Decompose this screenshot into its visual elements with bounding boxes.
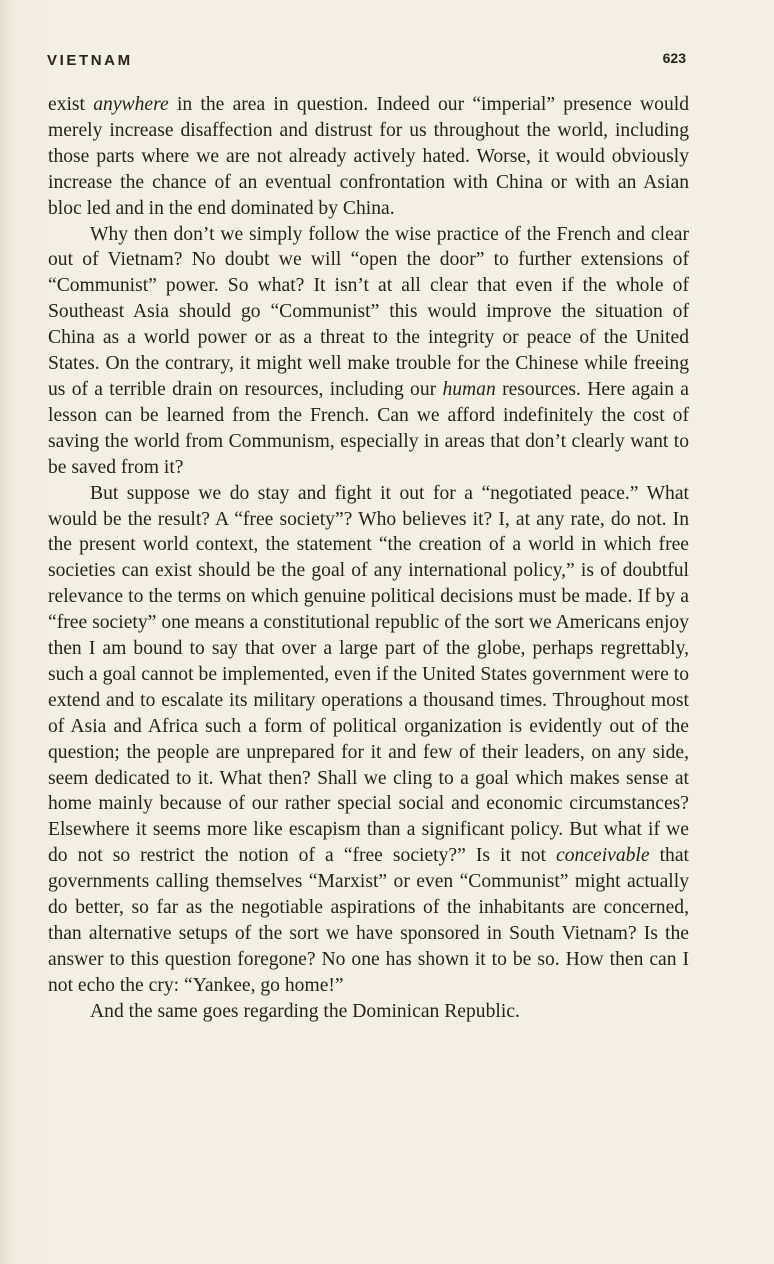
text-span: And the same goes regarding the Dominican Republic. [90, 1000, 520, 1022]
running-head-title: VIETNAM [47, 52, 133, 69]
italic-emphasis: conceivable [556, 845, 650, 867]
paragraph-4 [48, 999, 689, 1025]
text-span: exist [48, 94, 94, 115]
text-span: Why then don’t we simply follow the wise practice of the French and clear out of Vietnam? No doubt we will “open the door” to further extensions of “Communist” power. So what? It isn’t at all clear that even if the whole of Southeast Asia should go “Communist” this would improve the situation of China as a world power or as a threat to the integrity or peace of the United States. On the contrary, it might well make trouble for the Chinese while freeing us of a terrible drain on resources, including our [48, 223, 689, 400]
paragraph-1 [48, 92, 689, 222]
page-number: 623 [662, 50, 686, 66]
italic-emphasis: anywhere [93, 94, 169, 115]
text-span: in the area in question. Indeed our “imperial” presence would merely increase disaffection and distrust for us throughout the world, including those parts where we are not already actively hated. Worse, it would obviously increase the chance of an eventual confrontation with China or with an Asian bloc led and in the end dominated by China. [48, 94, 690, 219]
italic-emphasis: human [442, 378, 496, 400]
text-span: that governments calling themselves “Marxist” or even “Communist” might actually do better, so far as the negotiable aspirations of the inhabitants are concerned, than alternative setups of the sort we have sponsored in South Vietnam? Is the answer to this question foregone? No one has shown it to be so. How then can I not echo the cry: “Yankee, go home!” [48, 845, 689, 996]
paragraph-2 [48, 222, 689, 481]
paragraph-3 [48, 481, 689, 999]
text-span: But suppose we do stay and fight it out for a “negotiated peace.” What would be the result? A “free society”? Who believes it? I, at any rate, do not. In the present world context, the statement “the creation of a world in which free societies can exist should be the goal of any international policy,” is of doubtful relevance to the terms on which genuine political decisions must be made. If by a “free society” one means a constitutional republic of the sort we Americans enjoy then I am bound to say that over a large part of the globe, perhaps regrettably, such a goal cannot be implemented, even if the United States government were to extend and to escalate its military operations a thousand times. Throughout most of Asia and Africa such a form of political organization is evidently out of the question; the people are unprepared for it and few of their leaders, on any side, seem dedicated to it. What then? Shall we cling to a goal which makes sense at home mainly because of our rather special social and economic circumstances? Elsewhere it seems more like escapism than a significant policy. But what if we do not so restrict the notion of a “free society?” Is it not [48, 482, 689, 867]
text-span: resources. Here again a lesson can be learned from the French. Can we afford indefinitely the cost of saving the world from Communism, especially in areas that don’t clearly want to be saved from it? [48, 378, 689, 478]
body-text [48, 92, 689, 1025]
